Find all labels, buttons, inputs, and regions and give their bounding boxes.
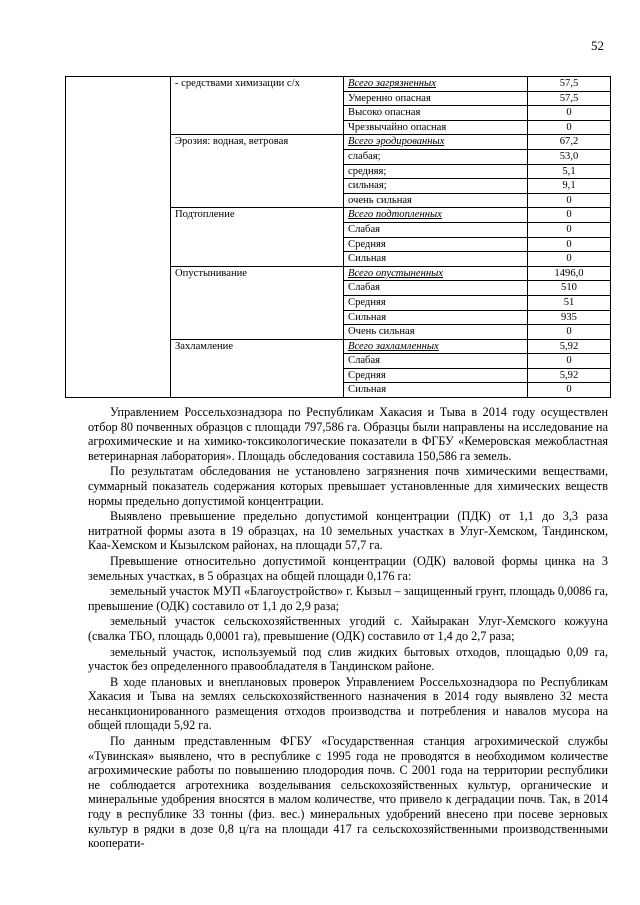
paragraph: Управлением Россельхознадзора по Республикам Хакасия и Тыва в 2014 году осуществлен отбор 80 почвенных образцов с площади 797,586 га. Образцы были направлены на исследование на агрохимические и на химико-токсикологические показатели в ФГБУ «Кемеровская межобластная ветеринарная лаборатория». Площадь обследования составила 150,586 га земель. bbox=[88, 405, 608, 463]
paragraph: Выявлено превышение предельно допустимой концентрации (ПДК) от 1,1 до 3,3 раза нитратной формы азота в 19 образцах, на 10 земельных участках в Улуг-Хемском, Тандинском, Каа-Хемском и Кызылском районах, на площади 57,7 га. bbox=[88, 509, 608, 553]
value-cell: 0 bbox=[528, 120, 611, 135]
paragraph: земельный участок МУП «Благоустройство» г. Кызыл – защищенный грунт, площадь 0,0086 га, превышение (ОДК) составило от 1,1 до 2,9 раза; bbox=[88, 584, 608, 613]
indicator-label: Средняя bbox=[348, 369, 386, 381]
indicator-cell bbox=[344, 77, 528, 92]
indicator-cell bbox=[344, 295, 528, 310]
category-cell: Опустынивание bbox=[171, 266, 344, 339]
indicator-cell bbox=[344, 193, 528, 208]
indicator-cell bbox=[344, 266, 528, 281]
page-number: 52 bbox=[591, 38, 604, 53]
indicator-cell bbox=[344, 237, 528, 252]
indicator-cell bbox=[344, 208, 528, 223]
indicator-label: Умеренно опасная bbox=[348, 92, 431, 104]
category-cell: Захламление bbox=[171, 339, 344, 397]
paragraph: По результатам обследования не установлено загрязнения почв химическими веществами, суммарный показатель содержания которых превышает установленные для химических веществ нормы предельно допустимой концентрации. bbox=[88, 464, 608, 508]
indicator-cell bbox=[344, 135, 528, 150]
category-cell: Эрозия: водная, ветровая bbox=[171, 135, 344, 208]
value-cell: 0 bbox=[528, 193, 611, 208]
indicator-label: Всего подтопленных bbox=[348, 209, 442, 221]
value-cell: 0 bbox=[528, 237, 611, 252]
indicator-label: Слабая bbox=[348, 223, 381, 235]
indicator-label: сильная; bbox=[348, 180, 387, 192]
value-cell: 5,1 bbox=[528, 164, 611, 179]
indicator-label: Чрезвычайно опасная bbox=[348, 121, 447, 133]
value-cell: 57,5 bbox=[528, 91, 611, 106]
value-cell: 0 bbox=[528, 208, 611, 223]
value-cell: 0 bbox=[528, 325, 611, 340]
value-cell: 0 bbox=[528, 383, 611, 398]
value-cell: 510 bbox=[528, 281, 611, 296]
indicator-cell bbox=[344, 149, 528, 164]
value-cell: 9,1 bbox=[528, 179, 611, 194]
indicator-cell bbox=[344, 339, 528, 354]
paragraph: земельный участок, используемый под слив жидких бытовых отходов, площадью 0,09 га, участок без определенного правообладателя в Тандинском районе. bbox=[88, 644, 608, 674]
indicator-label: Сильная bbox=[348, 384, 387, 396]
value-cell: 0 bbox=[528, 222, 611, 237]
paragraph: В ходе плановых и внеплановых проверок Управлением Россельхознадзора по Республикам Хакасия и Тыва на землях сельскохозяйственного назначения в 2014 году выявлено 32 места несанкционированного размещения отходов производства и потребления и навалов мусора на общей площади 5,92 га. bbox=[88, 674, 608, 733]
value-cell: 51 bbox=[528, 295, 611, 310]
value-cell: 5,92 bbox=[528, 339, 611, 354]
indicator-label: Очень сильная bbox=[348, 326, 415, 338]
body-text bbox=[88, 405, 608, 852]
category-cell: - средствами химизации с/х bbox=[171, 77, 344, 135]
indicator-label: Всего загрязненных bbox=[348, 78, 436, 89]
value-cell: 935 bbox=[528, 310, 611, 325]
indicator-cell bbox=[344, 325, 528, 340]
indicator-cell bbox=[344, 164, 528, 179]
indicator-label: Сильная bbox=[348, 253, 387, 265]
indicator-label: средняя; bbox=[348, 165, 387, 177]
value-cell: 1496,0 bbox=[528, 266, 611, 281]
indicator-label: Слабая bbox=[348, 282, 381, 294]
value-cell: 0 bbox=[528, 252, 611, 267]
indicator-label: Всего эродированных bbox=[348, 136, 445, 148]
category-cell: Подтопление bbox=[171, 208, 344, 266]
indicator-label: Всего опустыненных bbox=[348, 267, 443, 279]
value-cell: 67,2 bbox=[528, 135, 611, 150]
indicator-cell bbox=[344, 252, 528, 267]
indicator-cell bbox=[344, 179, 528, 194]
indicator-label: Слабая bbox=[348, 355, 381, 367]
paragraph: Превышение относительно допустимой концентрации (ОДК) валовой формы цинка на 3 земельных участках, в 5 образцах на общей площади 0,176 га: bbox=[88, 553, 608, 583]
indicator-label: Средняя bbox=[348, 238, 386, 250]
indicator-cell bbox=[344, 281, 528, 296]
indicator-cell bbox=[344, 106, 528, 121]
soil-degradation-table bbox=[65, 76, 611, 398]
paragraph: По данным представленным ФГБУ «Государственная станция агрохимической службы «Тувинская» выявлено, что в республике с 1995 года не проводятся в необходимом количестве агрохимические работы по повышению плодородия почв. С 2001 года на территории республики не соблюдается агротехника возделывания сельскохозяйственных культур, органические и минеральные удобрения вносятся в малом количестве, что привело к деградации почв. Так, в 2014 году в республике 33 тонны (физ. вес.) минеральных удобрений внесено при посеве зерновых культур в рядки в дозе 0,8 ц/га на площади 417 га сельскохозяйственными производственными кооперати- bbox=[88, 734, 608, 851]
indicator-cell bbox=[344, 368, 528, 383]
indicator-label: Средняя bbox=[348, 296, 386, 308]
value-cell: 5,92 bbox=[528, 368, 611, 383]
indicator-cell bbox=[344, 310, 528, 325]
indicator-cell bbox=[344, 222, 528, 237]
value-cell: 0 bbox=[528, 106, 611, 121]
indicator-label: Высоко опасная bbox=[348, 107, 421, 119]
indicator-cell bbox=[344, 354, 528, 369]
indicator-label: Сильная bbox=[348, 311, 387, 323]
value-cell: 0 bbox=[528, 354, 611, 369]
paragraph: земельный участок сельскохозяйственных угодий с. Хайыракан Улуг-Хемского кожууна (свалка ТБО, площадь 0,0001 га), превышение (ОДК) составило от 1,4 до 2,7 раза; bbox=[88, 614, 608, 643]
indicator-cell bbox=[344, 383, 528, 398]
indicator-label: Всего захламленных bbox=[348, 340, 439, 352]
blank-cell bbox=[66, 77, 171, 398]
indicator-cell bbox=[344, 120, 528, 135]
value-cell: 57,5 bbox=[528, 77, 611, 92]
indicator-cell bbox=[344, 91, 528, 106]
value-cell: 53,0 bbox=[528, 149, 611, 164]
table-row bbox=[66, 77, 611, 92]
indicator-label: очень сильная bbox=[348, 194, 412, 206]
indicator-label: слабая; bbox=[348, 150, 381, 162]
